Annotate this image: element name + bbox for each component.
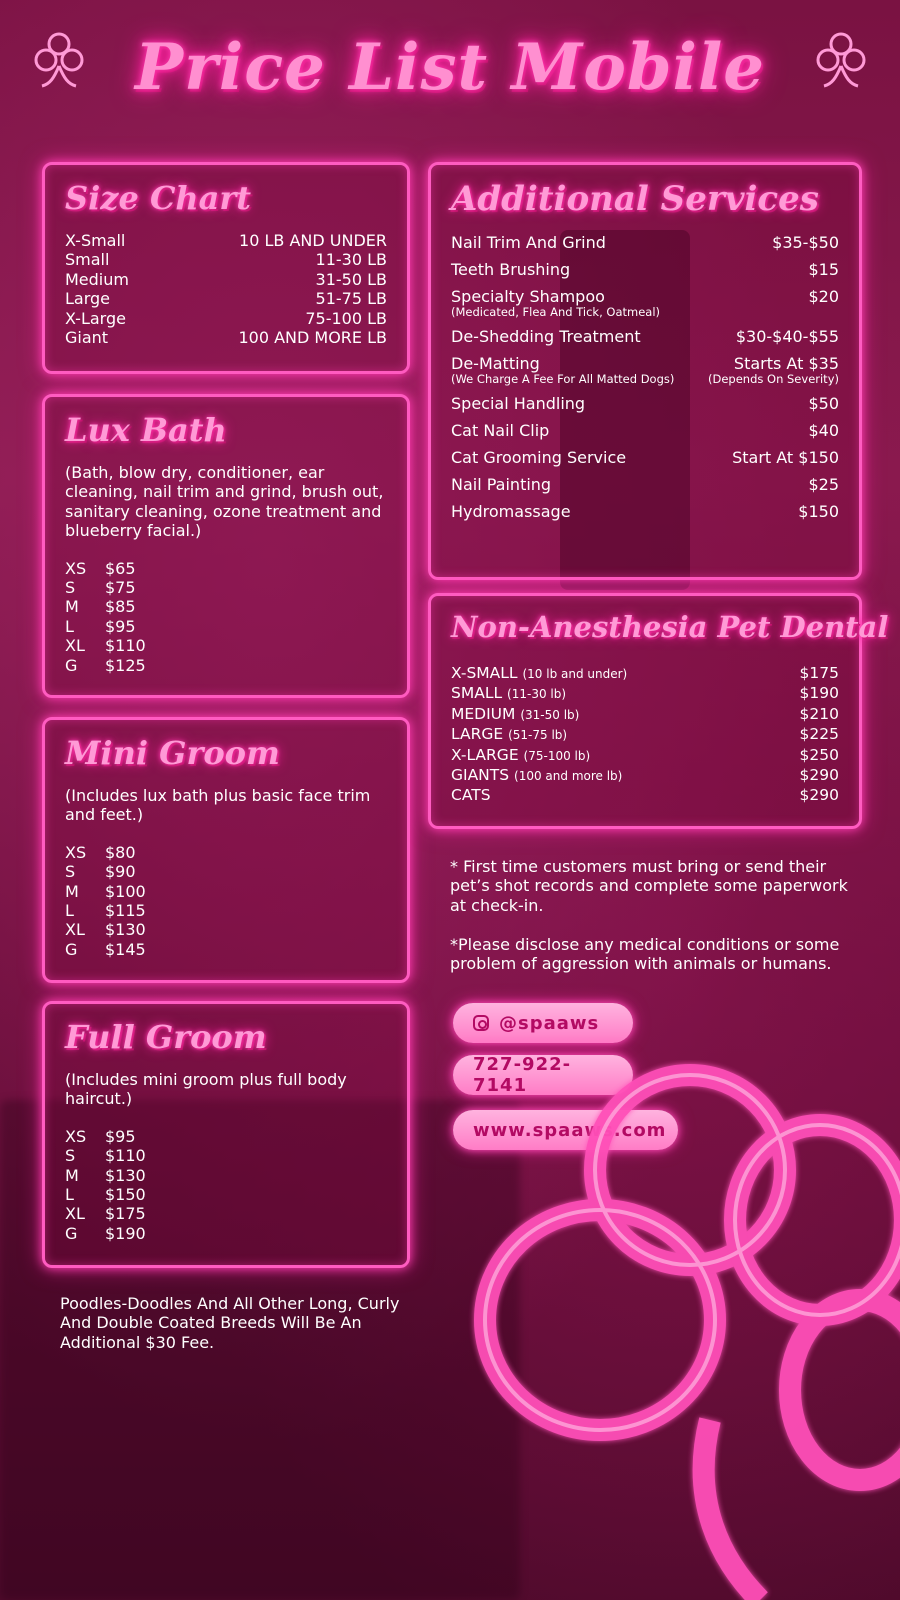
dental-price: $225 [799, 725, 839, 744]
dental-row [451, 705, 839, 725]
size-label: Giant [65, 328, 109, 348]
service-row [451, 233, 839, 252]
additional-services-panel [428, 162, 862, 580]
dental-price: $190 [799, 684, 839, 703]
service-note: (We Charge A Fee For All Matted Dogs) [451, 372, 675, 386]
dental-size: CATS [451, 786, 491, 805]
service-price: Starts At $35 [733, 354, 839, 373]
service-name-group [451, 502, 571, 521]
price-row [65, 1127, 387, 1146]
mini-groom-panel [42, 717, 410, 983]
size-code: M [65, 597, 79, 617]
service-name-group [451, 327, 641, 346]
service-name: Nail Painting [451, 475, 552, 494]
dental-weight-range: (10 lb and under) [522, 667, 628, 681]
size-code: L [65, 901, 74, 921]
price-value: $80 [105, 842, 136, 862]
service-price: $40 [808, 421, 839, 440]
size-code: XL [65, 1204, 85, 1224]
full-groom-description: (Includes mini groom plus full body haircut.) [65, 1070, 347, 1109]
price-row [65, 636, 387, 655]
price-row [65, 656, 387, 675]
mini-groom-price-list [65, 843, 387, 959]
size-chart-row [65, 328, 387, 347]
dental-size-group [451, 766, 622, 786]
lux-bath-price-list [65, 559, 387, 675]
size-code: XL [65, 920, 85, 940]
service-name: De-Shedding Treatment [451, 327, 641, 346]
page-title: Price List Mobile [135, 30, 765, 105]
price-value: $65 [105, 558, 136, 578]
price-value: $110 [105, 1146, 146, 1166]
price-value: $115 [105, 901, 146, 921]
dental-size-group [451, 705, 579, 725]
dental-size-group [451, 725, 567, 745]
website-link[interactable] [453, 1110, 678, 1150]
service-row [451, 354, 839, 386]
service-price-group [798, 502, 839, 521]
size-code: S [65, 1146, 76, 1166]
dental-row [451, 664, 839, 684]
size-chart-panel [42, 162, 410, 374]
dental-price: $290 [799, 766, 839, 785]
size-label: Small [65, 250, 110, 270]
instagram-link[interactable] [453, 1003, 633, 1043]
price-row [65, 1204, 387, 1223]
service-row [451, 475, 839, 494]
price-row [65, 1185, 387, 1204]
dental-price: $210 [799, 704, 839, 723]
price-row [65, 920, 387, 939]
dental-row [451, 725, 839, 745]
weight-range: 100 AND MORE LB [238, 328, 387, 348]
dental-weight-range: (51-75 lb) [508, 728, 568, 743]
price-value: $150 [105, 1185, 146, 1205]
service-name: Cat Grooming Service [451, 448, 627, 467]
additional-services-title: Additional Services [451, 179, 819, 219]
service-row [451, 502, 839, 521]
full-groom-price-list [65, 1127, 387, 1243]
dental-size: SMALL [451, 684, 503, 703]
price-value: $110 [105, 636, 146, 656]
size-chart-row [65, 270, 387, 289]
mini-groom-title: Mini Groom [65, 734, 280, 772]
weight-range: 51-75 LB [315, 289, 387, 309]
dental-weight-range: (31-50 lb) [520, 707, 580, 722]
service-price: $25 [808, 475, 839, 494]
dental-price: $250 [799, 745, 839, 764]
size-code: L [65, 1185, 74, 1205]
price-value: $85 [105, 597, 136, 617]
weight-range: 11-30 LB [315, 250, 387, 270]
service-name-group [451, 354, 674, 386]
dental-price-list [451, 664, 839, 806]
price-row [65, 559, 387, 578]
dental-size: X-SMALL [451, 664, 518, 682]
dental-panel [428, 593, 889, 829]
dental-price: $175 [799, 664, 839, 682]
service-price-group [772, 233, 839, 252]
size-label: Medium [65, 269, 129, 289]
dental-weight-range: (11-30 lb) [507, 687, 567, 702]
size-chart-row [65, 231, 387, 250]
dental-row [451, 684, 839, 704]
phone-link[interactable] [453, 1055, 633, 1095]
weight-range: 31-50 LB [315, 269, 387, 289]
service-price-group [732, 448, 839, 467]
service-row [451, 327, 839, 346]
service-name: Hydromassage [451, 502, 571, 521]
size-code: L [65, 616, 74, 636]
price-row [65, 1146, 387, 1165]
size-code: XS [65, 1126, 87, 1146]
price-value: $130 [105, 920, 146, 940]
service-price: $30-$40-$55 [735, 327, 839, 346]
weight-range: 75-100 LB [305, 308, 387, 328]
phone-number: 727-922-7141 [473, 1054, 572, 1096]
dental-size-group [451, 664, 627, 684]
size-code: S [65, 862, 76, 882]
service-name: Special Handling [451, 394, 586, 413]
service-name: Teeth Brushing [451, 260, 571, 279]
instagram-icon [473, 1015, 489, 1031]
dental-row [451, 786, 839, 805]
additional-services-list [451, 233, 839, 521]
price-row [65, 597, 387, 616]
price-row [65, 843, 387, 862]
service-price-group [808, 475, 839, 494]
price-row [65, 882, 387, 901]
size-code: XS [65, 558, 87, 578]
dental-size-group [451, 684, 566, 704]
price-value: $75 [105, 578, 136, 598]
size-chart-row [65, 250, 387, 269]
lux-bath-title: Lux Bath [65, 411, 227, 449]
mini-groom-description: (Includes lux bath plus basic face trim and feet.) [65, 786, 371, 825]
weight-range: 10 LB AND UNDER [239, 231, 387, 250]
dental-row [451, 766, 839, 786]
service-row [451, 260, 839, 279]
service-price: $15 [808, 260, 839, 279]
dental-title: Non-Anesthesia Pet Dental [451, 610, 889, 644]
dental-weight-range: (100 and more lb) [514, 769, 623, 784]
price-value: $100 [105, 881, 146, 901]
service-name: Specialty Shampoo [451, 287, 605, 306]
service-price-group [808, 287, 839, 319]
dental-price: $290 [799, 786, 839, 805]
size-label: Large [65, 289, 111, 309]
service-name-group [451, 475, 551, 494]
size-chart-title: Size Chart [65, 179, 252, 217]
service-name-group [451, 287, 660, 319]
dental-weight-range: (75-100 lb) [523, 748, 591, 763]
size-chart-row [65, 309, 387, 328]
size-code: M [65, 1165, 79, 1185]
price-value: $95 [105, 616, 136, 636]
size-code: XS [65, 842, 87, 862]
size-code: XL [65, 636, 85, 656]
lux-bath-description: (Bath, blow dry, conditioner, ear cleaning, nail trim and grind, brush out, sanitary cleaning, ozone treatment and blueberry facial.) [65, 463, 384, 541]
website-url: www.spaaws.com [473, 1119, 667, 1141]
service-price-group [808, 421, 839, 440]
service-price-group [708, 354, 839, 386]
price-value: $145 [105, 939, 146, 959]
size-code: M [65, 881, 79, 901]
service-name-group [451, 260, 570, 279]
service-name-group [451, 448, 626, 467]
service-name-group [451, 394, 585, 413]
price-row [65, 862, 387, 881]
service-name: Cat Nail Clip [451, 421, 550, 440]
price-value: $95 [105, 1126, 136, 1146]
dental-size-group [451, 746, 590, 766]
price-value: $130 [105, 1165, 146, 1185]
size-code: S [65, 578, 76, 598]
price-value: $175 [105, 1204, 146, 1224]
service-price: $150 [798, 502, 839, 521]
service-price: $35-$50 [772, 233, 839, 252]
dental-size: LARGE [451, 725, 504, 744]
service-note: (Medicated, Flea And Tick, Oatmeal) [451, 305, 661, 319]
service-row [451, 448, 839, 467]
breed-surcharge-note: Poodles-Doodles And All Other Long, Curly And Double Coated Breeds Will Be An Additional $30 Fee. [60, 1294, 400, 1352]
service-price: $50 [808, 394, 839, 413]
service-name-group [451, 233, 606, 252]
service-price-note: (Depends On Severity) [707, 372, 839, 386]
price-row [65, 901, 387, 920]
dental-row [451, 746, 839, 766]
price-value: $90 [105, 862, 136, 882]
full-groom-panel [42, 1001, 410, 1268]
dental-size: X-LARGE [451, 745, 519, 764]
service-price: $20 [808, 287, 839, 306]
size-code: G [65, 939, 78, 959]
service-row [451, 287, 839, 319]
service-name: De-Matting [451, 354, 540, 373]
price-row [65, 617, 387, 636]
service-name-group [451, 421, 549, 440]
price-row [65, 1166, 387, 1185]
dental-size: GIANTS [451, 766, 510, 785]
size-chart-row [65, 289, 387, 308]
dental-size: MEDIUM [451, 704, 516, 723]
size-code: G [65, 1223, 78, 1243]
first-time-note: * First time customers must bring or send their pet’s shot records and complete some paperwork at check-in. [450, 857, 848, 915]
service-name: Nail Trim And Grind [451, 233, 606, 252]
size-chart-list [65, 231, 387, 347]
full-groom-title: Full Groom [65, 1018, 267, 1056]
price-row [65, 1224, 387, 1243]
lux-bath-panel [42, 394, 410, 698]
size-label: X-Large [65, 308, 126, 328]
size-label: X-Small [65, 231, 126, 250]
instagram-handle: @spaaws [499, 1012, 600, 1034]
price-row [65, 940, 387, 959]
service-row [451, 421, 839, 440]
service-price-group [808, 260, 839, 279]
service-price: Start At $150 [732, 448, 839, 467]
size-code: G [65, 655, 78, 675]
dental-size-group [451, 786, 491, 805]
price-value: $190 [105, 1223, 146, 1243]
service-price-group [736, 327, 839, 346]
price-value: $125 [105, 655, 146, 675]
service-price-group [808, 394, 839, 413]
service-row [451, 394, 839, 413]
price-row [65, 578, 387, 597]
disclose-note: *Please disclose any medical conditions or some problem of aggression with animals or humans. [450, 935, 840, 974]
